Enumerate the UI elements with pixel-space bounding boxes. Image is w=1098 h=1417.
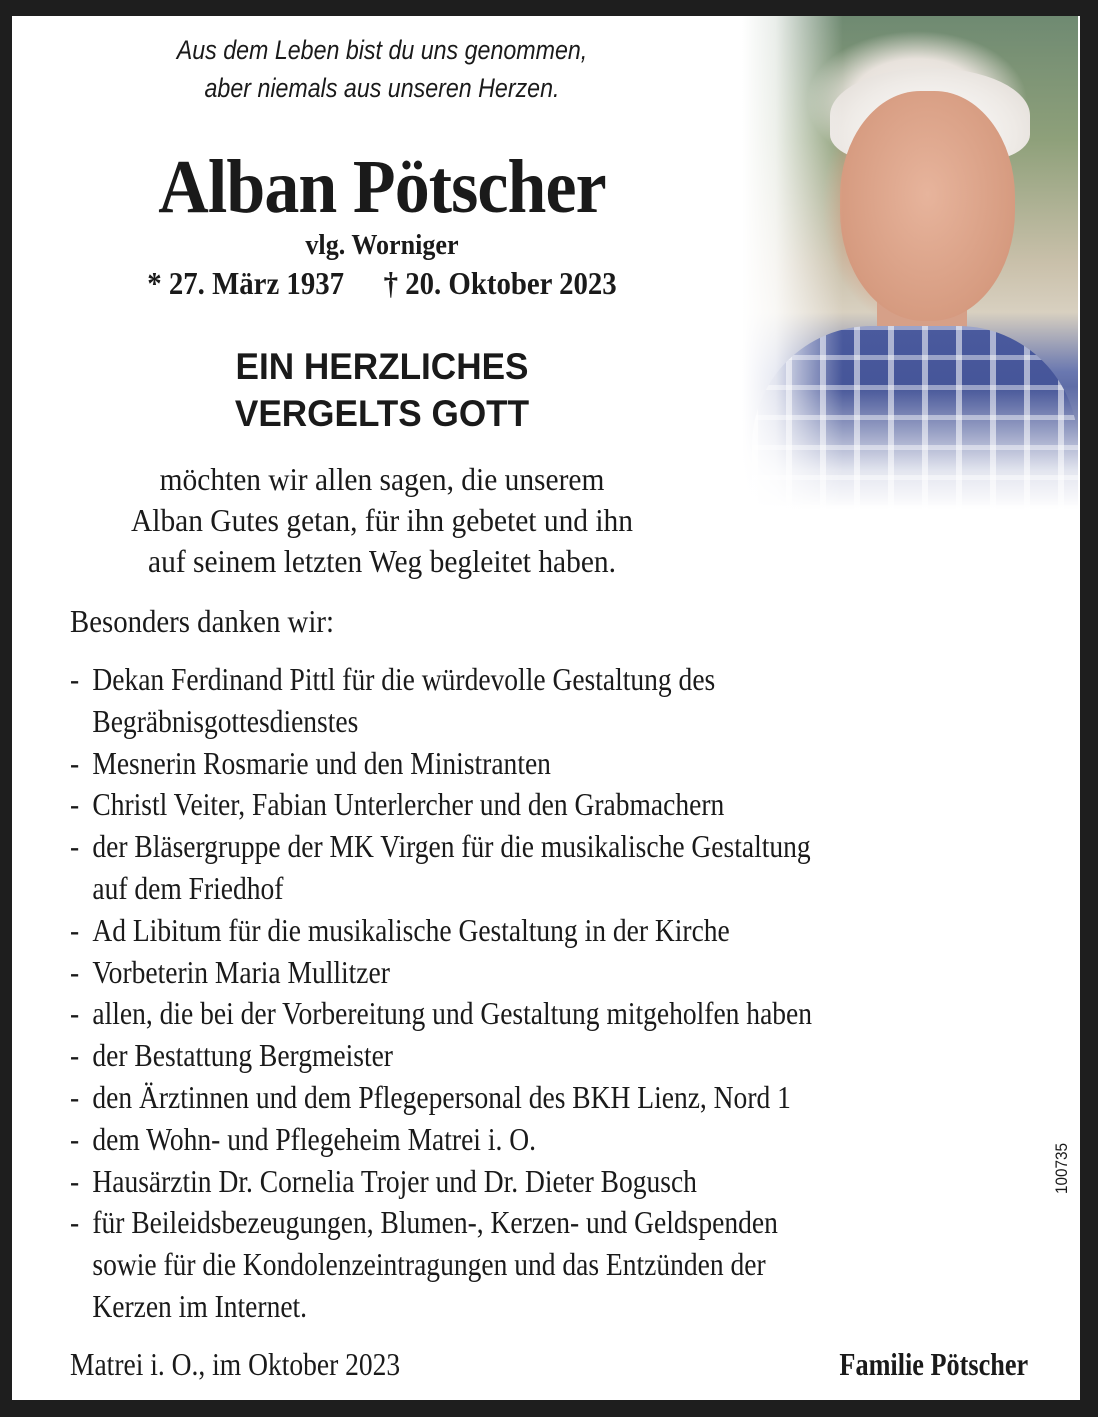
thanks-item-text: für Beileidsbezeugungen, Blumen-, Kerzen- und Geldspenden bbox=[92, 1204, 778, 1241]
thanks-list-item bbox=[70, 1077, 1042, 1119]
motto-line-1: Aus dem Leben bist du uns genommen, bbox=[176, 35, 588, 65]
thanks-list-item bbox=[70, 952, 1042, 994]
dash-bullet-icon: - bbox=[70, 911, 80, 948]
thanks-list-item bbox=[70, 1035, 1042, 1077]
thanks-item-text: auf dem Friedhof bbox=[92, 869, 284, 906]
thanks-item-text: der Bestattung Bergmeister bbox=[92, 1037, 393, 1074]
headline-line-1: EIN HERZLICHES bbox=[235, 346, 529, 387]
thanks-list-item bbox=[70, 910, 1042, 952]
thanks-list-item bbox=[70, 826, 1042, 910]
thanks-item-text: allen, die bei der Vorbereitung und Gestaltung mitgeholfen haben bbox=[92, 995, 813, 1032]
headline bbox=[31, 343, 734, 437]
motto bbox=[64, 31, 700, 107]
thanks-list-item bbox=[70, 1161, 1042, 1203]
intro-text bbox=[42, 459, 723, 582]
headline-line-2: VERGELTS GOTT bbox=[234, 393, 530, 434]
birth-star-icon: * bbox=[147, 265, 162, 301]
thanks-item-text: Mesnerin Rosmarie und den Ministranten bbox=[92, 744, 551, 781]
intro-line-2: Alban Gutes getan, für ihn gebetet und ihn bbox=[130, 502, 633, 538]
thanks-list-item bbox=[70, 784, 1042, 826]
thanks-list-item bbox=[70, 659, 1042, 743]
dash-bullet-icon: - bbox=[70, 1162, 80, 1199]
thanks-item-text: Dekan Ferdinand Pittl für die würdevolle Gestaltung des bbox=[92, 661, 716, 697]
reference-number: 100735 bbox=[1052, 1142, 1071, 1194]
life-dates bbox=[49, 264, 715, 302]
thanks-item-text: den Ärztinnen und dem Pflegepersonal des BKH Lienz, Nord 1 bbox=[92, 1078, 791, 1115]
thanks-item-text: Hausärztin Dr. Cornelia Trojer und Dr. Dieter Bogusch bbox=[92, 1162, 697, 1199]
vulgo-name: vlg. Worniger bbox=[305, 229, 459, 261]
intro-line-1: möchten wir allen sagen, die unserem bbox=[159, 461, 605, 497]
thanks-item-text: dem Wohn- und Pflegeheim Matrei i. O. bbox=[92, 1120, 536, 1157]
thanks-list-item bbox=[70, 993, 1042, 1035]
thanks-item-text: Christl Veiter, Fabian Unterlercher und den Grabmachern bbox=[92, 786, 725, 823]
dash-bullet-icon: - bbox=[70, 828, 80, 865]
death-date: 20. Oktober 2023 bbox=[405, 265, 617, 301]
thanks-list-item bbox=[70, 1202, 1042, 1327]
portrait-photo bbox=[742, 16, 1078, 510]
thanks-item-text: Kerzen im Internet. bbox=[92, 1287, 308, 1324]
family-signature: Familie Pötscher bbox=[839, 1346, 1028, 1382]
intro-line-3: auf seinem letzten Weg begleitet haben. bbox=[148, 543, 616, 579]
dash-bullet-icon: - bbox=[70, 661, 80, 697]
dash-bullet-icon: - bbox=[70, 953, 80, 990]
dash-bullet-icon: - bbox=[70, 995, 80, 1032]
dash-bullet-icon: - bbox=[70, 1204, 80, 1241]
birth-date: 27. März 1937 bbox=[168, 265, 345, 301]
dash-bullet-icon: - bbox=[70, 1120, 80, 1157]
thanks-item-text: sowie für die Kondolenzeintragungen und das Entzünden der bbox=[92, 1246, 766, 1283]
dash-bullet-icon: - bbox=[70, 1037, 80, 1074]
deceased-name: Alban Pötscher bbox=[158, 145, 606, 229]
obituary-card bbox=[12, 16, 1080, 1400]
dash-bullet-icon: - bbox=[70, 786, 80, 823]
thanks-item-text: Vorbeterin Maria Mullitzer bbox=[92, 953, 390, 990]
dash-bullet-icon: - bbox=[70, 1078, 80, 1115]
thanks-list-item bbox=[70, 1119, 1042, 1161]
dash-bullet-icon: - bbox=[70, 744, 80, 781]
motto-line-2: aber niemals aus unseren Herzen. bbox=[204, 73, 560, 103]
thanks-item-text: der Bläsergruppe der MK Virgen für die musikalische Gestaltung bbox=[92, 828, 811, 865]
thanks-list-item bbox=[70, 743, 1042, 785]
place-and-date: Matrei i. O., im Oktober 2023 bbox=[70, 1346, 401, 1382]
thanks-list bbox=[70, 659, 1042, 1328]
thanks-item-text: Begräbnisgottesdienstes bbox=[92, 702, 359, 739]
thanks-item-text: Ad Libitum für die musikalische Gestaltung in der Kirche bbox=[92, 911, 730, 948]
death-cross-icon: † bbox=[383, 265, 399, 301]
thanks-label: Besonders danken wir: bbox=[70, 603, 334, 639]
